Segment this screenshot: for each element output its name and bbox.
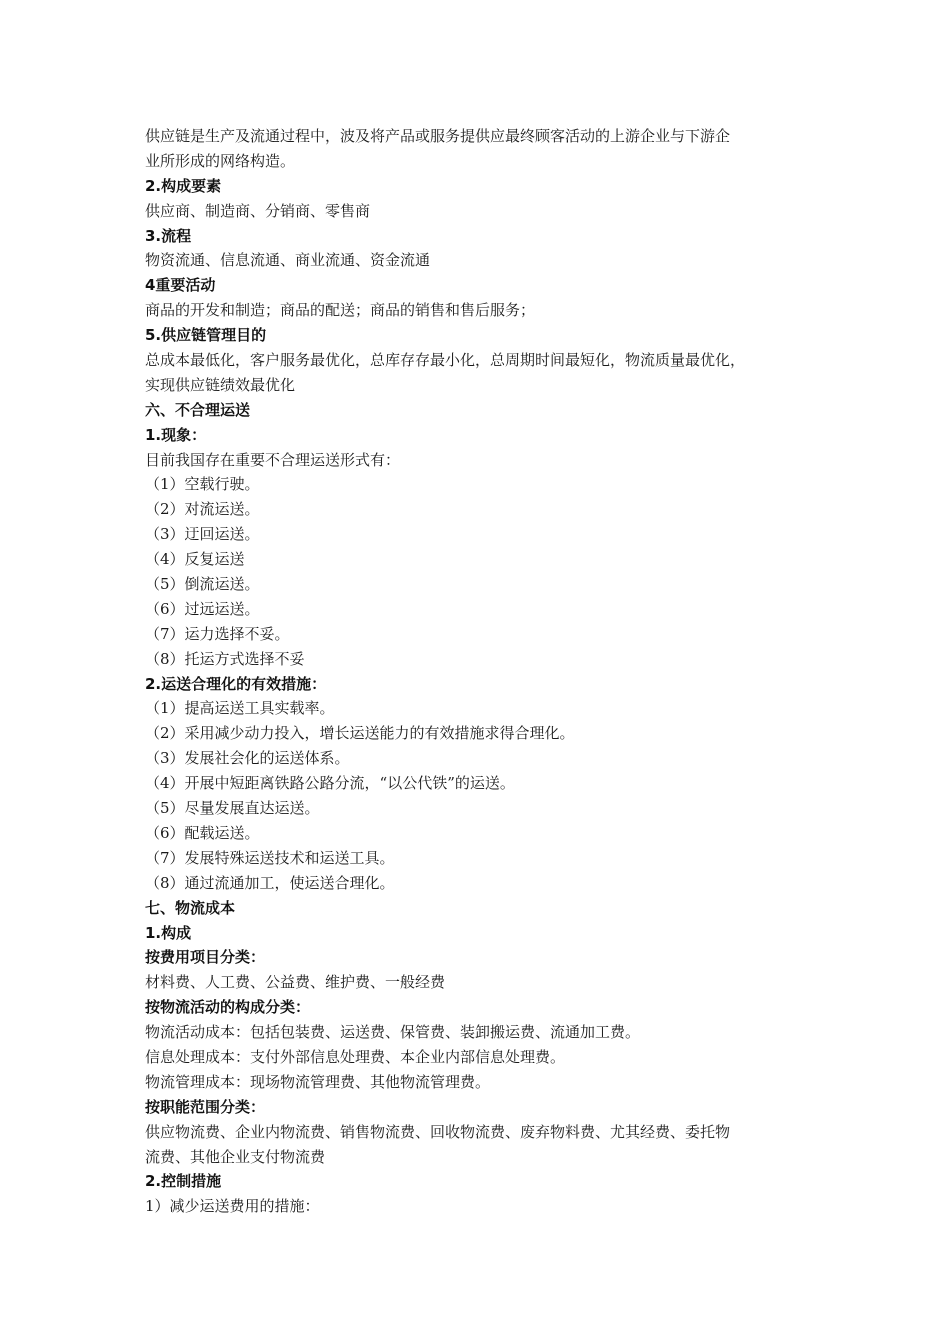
- paragraph-line: 物流管理成本：现场物流管理费、其他物流管理费。: [145, 1072, 491, 1091]
- paragraph-line: 材料费、人工费、公益费、维护费、一般经费: [145, 973, 446, 992]
- section-heading: 1.现象：: [145, 425, 207, 444]
- list-item: （7）发展特殊运送技术和运送工具。: [145, 848, 395, 867]
- paragraph-line: 物流活动成本：包括包装费、运送费、保管费、装卸搬运费、流通加工费。: [145, 1023, 641, 1042]
- paragraph-line: 物资流通、信息流通、商业流通、资金流通: [145, 251, 431, 270]
- list-item: （2）采用减少动力投入，增长运送能力的有效措施求得合理化。: [145, 724, 575, 743]
- section-heading: 5.供应链管理目的: [145, 326, 267, 345]
- paragraph-line: 信息处理成本：支付外部信息处理费、本企业内部信息处理费。: [145, 1047, 566, 1066]
- chapter-heading: 七、物流成本: [145, 898, 236, 917]
- section-heading: 4重要活动: [145, 276, 216, 295]
- paragraph-line: 实现供应链绩效最优化: [145, 375, 296, 394]
- subsection-heading: 按职能范围分类：: [145, 1097, 266, 1116]
- list-item: （2）对流运送。: [145, 500, 260, 519]
- list-item: （6）过远运送。: [145, 599, 260, 618]
- section-heading: 2.控制措施: [145, 1172, 222, 1191]
- paragraph-line: 供应物流费、企业内物流费、销售物流费、回收物流费、废弃物料费、尤其经费、委托物: [145, 1122, 731, 1141]
- paragraph-line: 流费、其他企业支付物流费: [145, 1147, 326, 1166]
- list-item: （8）通过流通加工，使运送合理化。: [145, 873, 395, 892]
- paragraph-line: 业所形成的网络构造。: [145, 151, 296, 170]
- paragraph-line: 目前我国存在重要不合理运送形式有：: [145, 450, 401, 469]
- list-item: （3）发展社会化的运送体系。: [145, 749, 350, 768]
- paragraph-line: 供应链是生产及流通过程中，波及将产品或服务提供应最终顾客活动的上游企业与下游企: [145, 127, 731, 145]
- list-item: （8）托运方式选择不妥: [145, 649, 305, 668]
- section-heading: 1.构成: [145, 923, 192, 942]
- list-item: （1）提高运送工具实载率。: [145, 699, 335, 718]
- section-heading: 2.构成要素: [145, 176, 222, 195]
- list-item: （4）开展中短距离铁路公路分流，“以公代铁”的运送。: [145, 774, 515, 793]
- chapter-heading: 六、不合理运送: [145, 400, 251, 419]
- list-item: （7）运力选择不妥。: [145, 624, 290, 643]
- section-heading: 3.流程: [145, 226, 192, 245]
- list-item: （5）尽量发展直达运送。: [145, 799, 320, 818]
- paragraph-line: 商品的开发和制造；商品的配送；商品的销售和售后服务；: [145, 301, 536, 320]
- list-item: （4）反复运送: [145, 550, 245, 569]
- subsection-heading: 按物流活动的构成分类：: [145, 998, 311, 1017]
- list-item: （1）空载行驶。: [145, 475, 260, 494]
- document-page: [145, 124, 815, 1219]
- paragraph-line: 总成本最低化，客户服务最优化，总库存存最小化，总周期时间最短化，物流质量最优化，: [145, 351, 746, 370]
- section-heading: 2.运送合理化的有效措施：: [145, 674, 327, 693]
- subsection-heading: 按费用项目分类：: [145, 948, 266, 967]
- list-item: 1）减少运送费用的措施：: [145, 1197, 320, 1216]
- list-item: （5）倒流运送。: [145, 575, 260, 594]
- list-item: （3）迂回运送。: [145, 525, 260, 544]
- paragraph-line: 供应商、制造商、分销商、零售商: [145, 201, 371, 220]
- list-item: （6）配载运送。: [145, 823, 260, 842]
